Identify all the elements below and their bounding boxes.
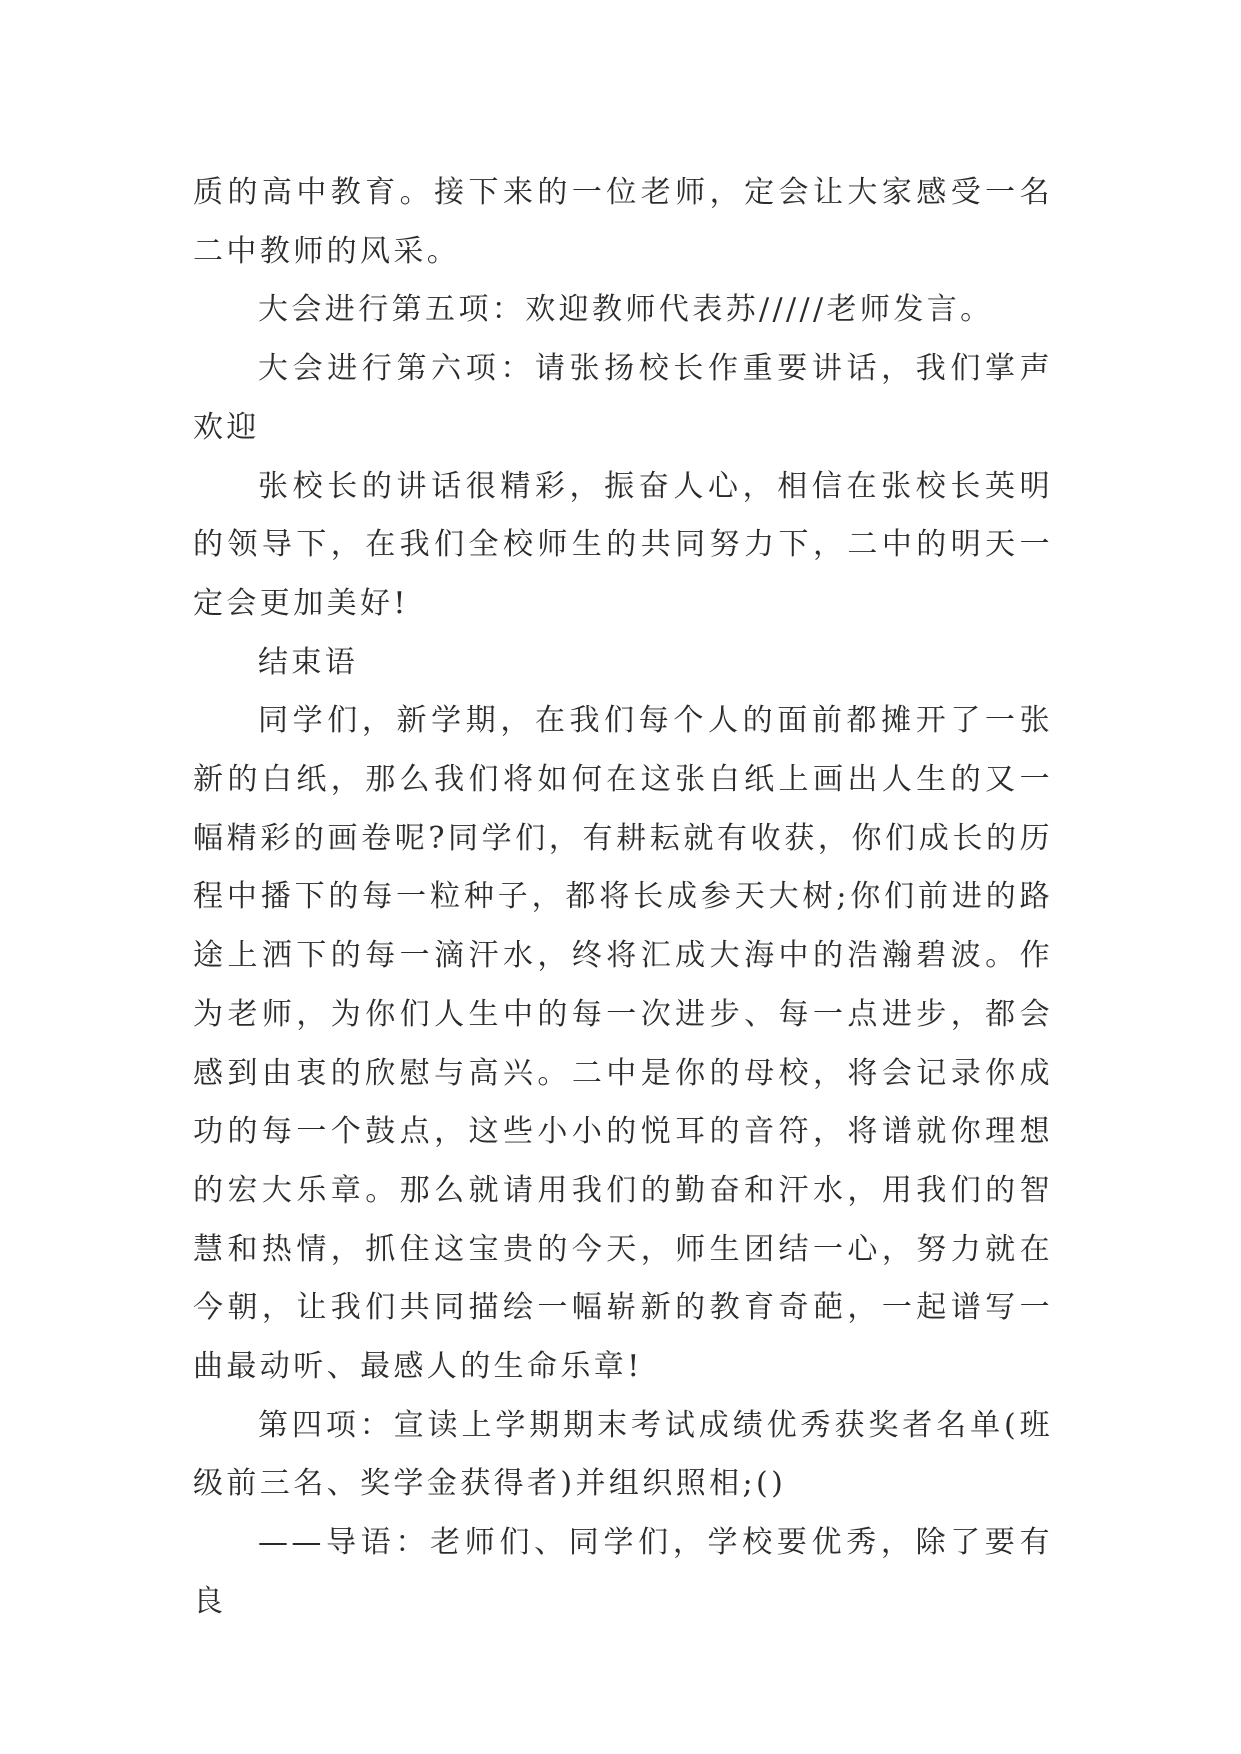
paragraph-2: 大会进行第五项：欢迎教师代表苏/////老师发言。	[258, 292, 994, 328]
paragraph-3: 大会进行第六项：请张扬校长作重要讲话，我们掌声欢迎	[193, 351, 1053, 445]
paragraph-6: 同学们，新学期，在我们每个人的面前都摊开了一张新的白纸，那么我们将如何在这张白纸上画出人生的又一幅精彩的画卷呢?同学们，有耕耘就有收获，你们成长的历程中播下的每一粒种子，都将长成参天大树;你们前进的路途上洒下的每一滴汗水，终将汇成大海中的浩瀚碧波。作为老师，为你们人生中的每一次进步、每一点进步，都会感到由衷的欣慰与高兴。二中是你的母校，将会记录你成功的每一个鼓点，这些小小的悦耳的音符，将谱就你理想的宏大乐章。那么就请用我们的勤奋和汗水，用我们的智慧和热情，抓住这宝贵的今天，师生团结一心，努力就在今朝，让我们共同描绘一幅崭新的教育奇葩，一起谱写一曲最动听、最感人的生命乐章!	[193, 703, 1053, 1385]
document-body	[193, 164, 1053, 1632]
paragraph-8: ——导语：老师们、同学们，学校要优秀，除了要有良	[193, 1525, 1053, 1619]
section-heading-closing: 结束语	[258, 644, 359, 680]
paragraph-1: 质的高中教育。接下来的一位老师，定会让大家感受一名二中教师的风采。	[193, 175, 1053, 269]
paragraph-7: 第四项：宣读上学期期末考试成绩优秀获奖者名单(班级前三名、奖学金获得者)并组织照相;()	[193, 1407, 1053, 1502]
paragraph-4: 张校长的讲话很精彩，振奋人心，相信在张校长英明的领导下，在我们全校师生的共同努力下，二中的明天一定会更加美好!	[193, 468, 1053, 621]
